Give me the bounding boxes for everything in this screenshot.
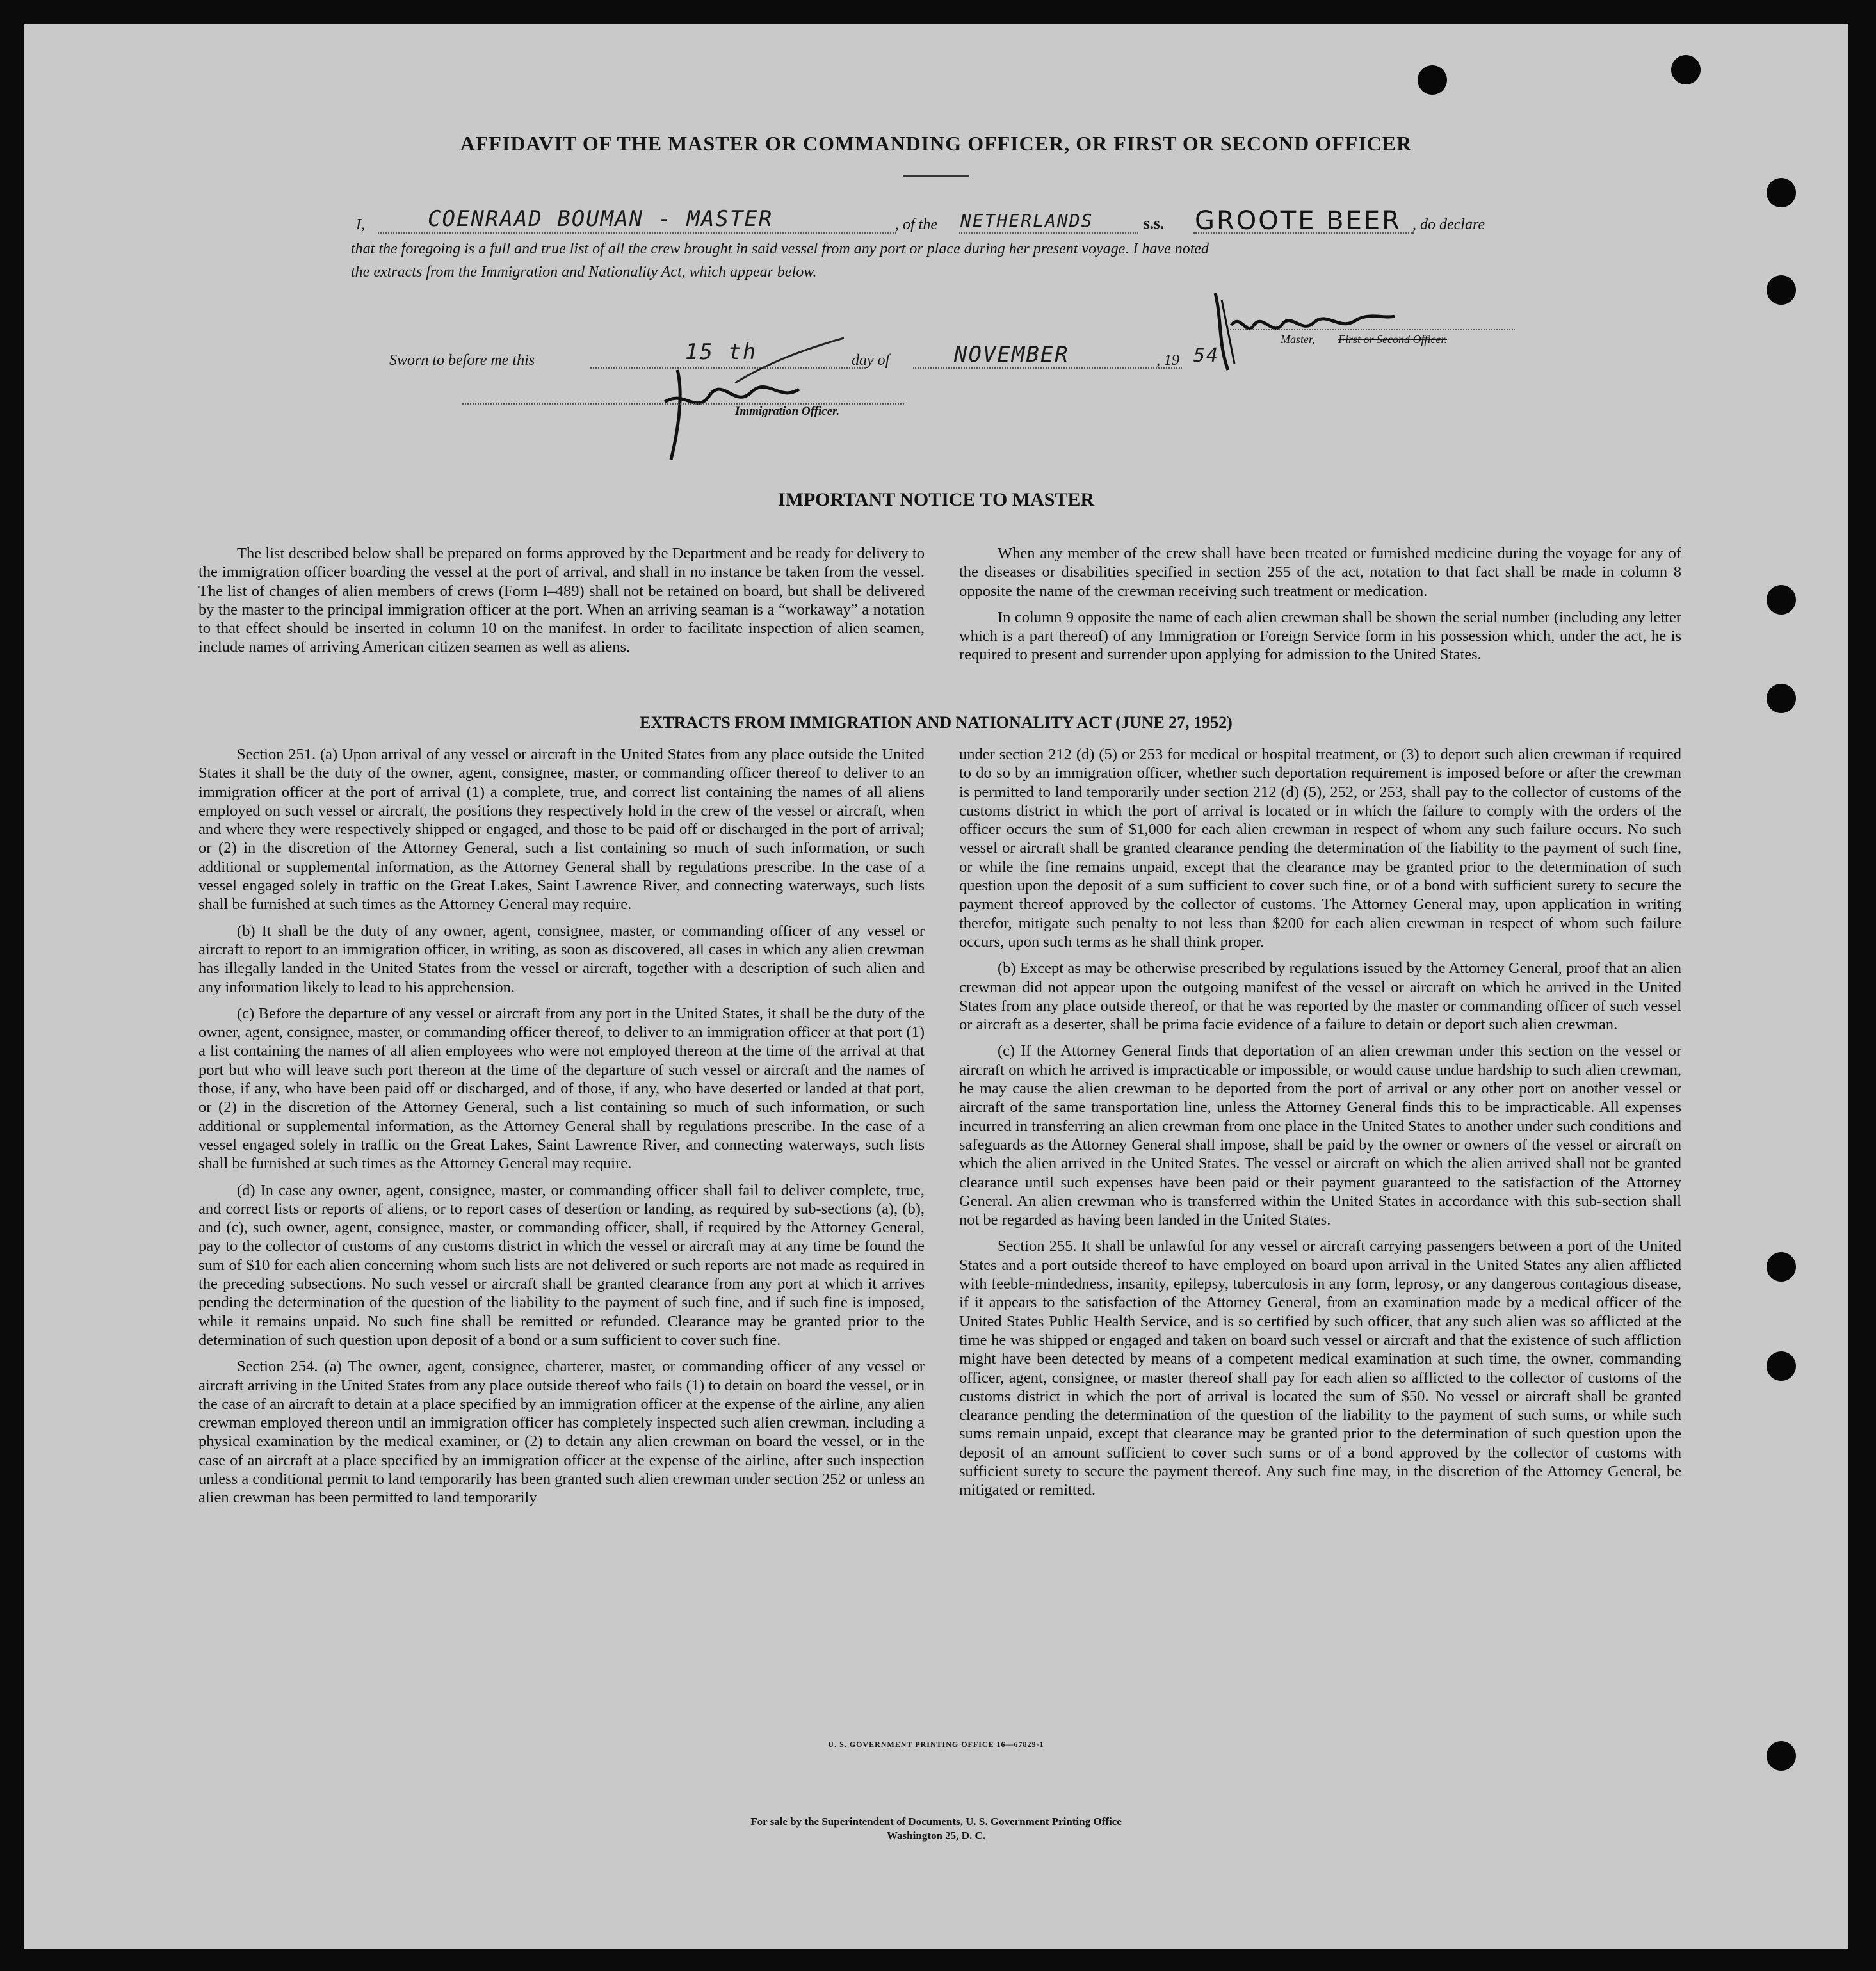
master-name: COENRAAD BOUMAN - MASTER xyxy=(428,206,773,232)
punch-hole xyxy=(1767,1351,1796,1381)
title-rule xyxy=(903,175,969,177)
punch-hole xyxy=(1767,275,1796,305)
section-255: Section 255. It shall be unlawful for any vessel or aircraft carrying passengers between a port of the United States and a port outside thereof to have employed on board upon arrival in the United States any alien afflicted with feeble-mindedness, insanity, epilepsy, tuberculosis in any form, leprosy, or any dangerous contagious disease, if it appears to the satisfaction of the Attorney General, from an examination made by a medical officer of the United States Public Health Service, and is so certified by such officer, that any such alien was so afflicted at the time he was shipped or engaged and taken on board such vessel or aircraft and that the existence of such affliction might have been detected by means of a competent medical examination at such time, the owner, commanding officer, agent, consignee, or master thereof shall pay for each alien so afflicted to the collector of customs of the customs district in which the port of arrival is located the sum of $50. No vessel or aircraft shall be granted clearance pending the determination of the question of the liability to the payment of such sums, or while such sums remain unpaid, except that clearance may be granted prior to the determination of such question upon the deposit of an amount sufficient to cover such sums or of a bond approved by the collector of customs with sufficient surety to secure the payment thereof. Any such fine may, in the discretion of the Attorney General, be mitigated or remitted. xyxy=(959,1237,1681,1499)
sale-line-1: For sale by the Superintendent of Documents, U. S. Government Printing Office xyxy=(750,1815,1122,1828)
i-label: I, xyxy=(356,216,365,233)
struck-officer-caption: First or Second Officer. xyxy=(1338,333,1447,346)
officer-caption: Immigration Officer. xyxy=(735,405,840,418)
master-signature xyxy=(1202,274,1407,376)
punch-hole xyxy=(1767,684,1796,713)
master-signature-line xyxy=(1228,329,1515,330)
nationality: NETHERLANDS xyxy=(960,210,1094,231)
of-the-label: , of the xyxy=(895,216,937,233)
notice-right-paragraph-1: When any member of the crew shall have been treated or furnished medicine during the voyage for any of the diseases or disabilities specified in section 255 of the act, notation to that fact shall be made in column 8 opposite the name of the crewman receiving such treatment or medication. xyxy=(959,545,1681,600)
section-251-b: (b) It shall be the duty of any owner, agent, consignee, master, or commanding officer of any vessel or aircraft to report to an immigration officer, in writing, as soon as discovered, all cases in which any alien crewman has illegally landed in the United States from the vessel or aircraft, together with a description of such alien and any information likely to lead to his apprehension. xyxy=(198,922,925,996)
notice-title: IMPORTANT NOTICE TO MASTER xyxy=(777,489,1095,510)
affidavit-title: AFFIDAVIT OF THE MASTER OR COMMANDING OFFICER, OR FIRST OR SECOND OFFICER xyxy=(460,132,1412,155)
punch-hole xyxy=(1671,55,1701,84)
sworn-month-line xyxy=(913,367,1182,369)
section-251-d: (d) In case any owner, agent, consignee, master, or commanding officer shall fail to deliver complete, true, and correct lists or reports of aliens, or to report cases of desertion or landing, as required by sub-sections (a), (b), and (c), such owner, agent, consignee, master, or commanding officer, shall, if required by the Attorney General, pay to the collector of customs of any customs district in which the vessel or aircraft may at any time be found the sum of $10 for each alien concerning whom such lists are not delivered or such reports are not made as required in the preceding subsections. No such vessel or aircraft shall be granted clearance from any port at which it arrives pending the determination of the question of the liability to the payment of such fine, and if such fine is imposed, while it remains unpaid. No such fine shall be remitted or refunded. Clearance may be granted prior to the determination of such question upon deposit of a bond or a sum sufficient to cover such fine. xyxy=(198,1181,925,1349)
vessel-line xyxy=(1193,232,1414,234)
notice-left-paragraph: The list described below shall be prepared on forms approved by the Department and be ready for delivery to the immigration officer boarding the vessel at the port of arrival, and shall in no instance be taken from the vessel. The list of changes of alien members of crews (Form I–489) shall not be retained on board, but shall be delivered by the master to the principal immigration officer at the port. When an arriving seaman is a “workaway” a notation to that effect should be inserted in column 10 on the manifest. In order to facilitate inspection of alien seamen, include names of arriving American citizen seamen as well as aliens. xyxy=(198,545,925,656)
notice-right-paragraph-2: In column 9 opposite the name of each alien crewman shall be shown the serial number (including any letter which is a part thereof) of any Immigration or Foreign Service form in his possession which, under the act, he is required to present and surrender upon applying for admission to the United States. xyxy=(959,608,1681,664)
sworn-month: NOVEMBER xyxy=(954,342,1069,367)
section-254-a-cont: under section 212 (d) (5) or 253 for medical or hospital treatment, or (3) to deport such alien crewman if required to do so by an immigration officer, whether such deportation requirement is imposed before or after the crewman is permitted to land temporarily under section 212 (d) (5), 252, or 253, shall pay to the collector of customs of the customs district in which the port of arrival is located or in which the failure to comply with the orders of the officer occurs the sum of $1,000 for each alien crewman in respect of whom any such failure occurs. No such vessel or aircraft shall be granted clearance pending the determination of the liability to the payment of such fine, or while the fine remains unpaid, except that the clearance may be granted prior to the determination of such question upon the deposit of a sum sufficient to cover such fine, or of a bond with sufficient surety to secure the payment thereof approved by the collector of customs. The Attorney General may, upon application in writing therefor, mitigate such penalty to not less than $200 for each alien crewman in respect of whom such failure occurs, upon such terms as he shall think proper. xyxy=(959,746,1681,951)
affidavit-line-2: that the foregoing is a full and true list of all the crew brought in said vessel from any port or place during her present voyage. I have noted xyxy=(351,241,1209,257)
year-prefix: , 19 xyxy=(1156,352,1179,369)
declare-label: , do declare xyxy=(1412,216,1485,233)
section-254-a: Section 254. (a) The owner, agent, consignee, charterer, master, or commanding officer of any vessel or aircraft arriving in the United States from any place outside thereof who fails (1) to detain on board the vessel, or in the case of an aircraft to detain at a place specified by an immigration officer at the expense of the airline, any alien crewman employed thereon until an immigration officer has completely inspected such alien crewman, including a physical examination by the medical examiner, or (2) to detain any alien crewman on board the vessel, or in the case of an aircraft at a place specified by an immigration officer at the expense of the airline, after such inspection unless a conditional permit to land temporarily has been granted such alien crewman under section 252 or unless an alien crewman has been permitted to land temporarily xyxy=(198,1358,925,1507)
vessel-name: GROOTE BEER xyxy=(1195,206,1402,236)
section-251-a: Section 251. (a) Upon arrival of any vessel or aircraft in the United States from any place outside the United States it shall be the duty of the owner, agent, consignee, master, or commanding officer thereof to deliver to an immigration officer at the port of arrival (1) a complete, true, and correct list containing the names of all aliens employed on such vessel or aircraft, the positions they respectively hold in the crew of the vessel or aircraft, when and where they were respectively shipped or engaged, and those to be paid off or discharged in the port of arrival; or (2) in the discretion of the Attorney General, such a list containing so much of such information, or such additional or supplemental information, as the Attorney General shall by regulations prescribe. In the case of a vessel engaged solely in traffic on the Great Lakes, Saint Lawrence River, and connecting waterways, such lists shall be furnished at such times as the Attorney General may require. xyxy=(198,746,925,913)
punch-hole xyxy=(1767,585,1796,615)
master-caption: Master, xyxy=(1281,333,1315,346)
affidavit-line-3: the extracts from the Immigration and Nationality Act, which appear below. xyxy=(351,264,817,280)
ss-label: s.s. xyxy=(1144,215,1164,232)
printing-office-line: U. S. GOVERNMENT PRINTING OFFICE 16—67829-1 xyxy=(828,1740,1044,1749)
notice-left-column xyxy=(198,544,925,664)
nationality-line xyxy=(959,232,1138,234)
extracts-title: EXTRACTS FROM IMMIGRATION AND NATIONALITY ACT (JUNE 27, 1952) xyxy=(640,713,1233,732)
punch-hole xyxy=(1767,1252,1796,1282)
section-254-b: (b) Except as may be otherwise prescribed by regulations issued by the Attorney General, proof that an alien crewman did not appear upon the outgoing manifest of the vessel or aircraft on which he arrived in the United States from any place outside thereof, or that he was reported by the master or commanding officer of such vessel or aircraft as a deserter, shall be prima facie evidence of a failure to detain or deport such alien crewman. xyxy=(959,960,1681,1034)
notice-right-column xyxy=(959,544,1681,672)
document-page xyxy=(24,24,1848,1949)
year-suffix: 54 xyxy=(1193,344,1220,367)
section-254-c: (c) If the Attorney General finds that deportation of an alien crewman under this section on the vessel or aircraft on which he arrived is impracticable or impossible, or would cause undue hardship to such alien crewman, he may cause the alien crewman to be deported from the port of arrival or any other port on another vessel or aircraft of the same transportation line, unless the Attorney General finds this to be impracticable. All expenses incurred in transferring an alien crewman from one place in the United States to another under such conditions and safeguards as the Attorney General shall impose, shall be paid by the owner or owners of the vessel or aircraft on which the alien arrived in the United States. The vessel or aircraft on which the alien arrived shall not be granted clearance until such expenses have been paid or their payment guaranteed to the satisfaction of the Attorney General. An alien crewman who is transferred within the United States in accordance with this sub-section shall not be regarded as having been landed in the United States. xyxy=(959,1042,1681,1229)
sale-line-2: Washington 25, D. C. xyxy=(887,1830,985,1842)
name-line xyxy=(378,232,896,234)
day-of-label: day of xyxy=(852,352,890,369)
punch-hole xyxy=(1418,65,1447,95)
extracts-left-column xyxy=(198,745,925,1515)
officer-signature xyxy=(639,332,857,472)
sworn-day: 15 th xyxy=(685,339,757,365)
section-251-c: (c) Before the departure of any vessel or aircraft from any port in the United States, it shall be the duty of the owner, agent, consignee, master, or commanding officer thereof, to deliver to an immigration officer at that port (1) a list containing the names of all alien employees who were not employed thereon at the time of the arrival at that port but who will leave such port thereon at the time of the departure of such vessel or aircraft and the names of those, if any, who have been paid off or discharged, and of those, if any, who have deserted or landed at that port, or (2) in the discretion of the Attorney General, such a list containing so much of such information, or such additional or supplemental information, as the Attorney General shall by regulations prescribe. In the case of a vessel engaged solely in traffic on the Great Lakes, Saint Lawrence River, and connecting waterways, such lists shall be furnished at such times as the Attorney General may require. xyxy=(198,1004,925,1173)
extracts-right-column xyxy=(959,745,1681,1508)
punch-hole xyxy=(1767,178,1796,207)
sworn-label: Sworn to before me this xyxy=(389,352,535,369)
